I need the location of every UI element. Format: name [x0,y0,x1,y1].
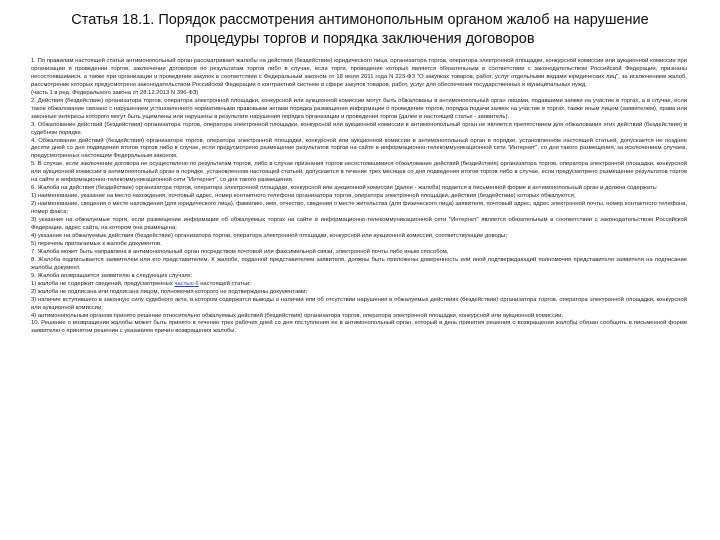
paragraph-edition-note: (часть 1 в ред. Федерального закона от 28.12.2013 N 396-ФЗ) [31,89,199,96]
paragraph-6-item-4: 4) указание на обжалуемые действия (бездействие) организатора торгов, оператора электронной площадки, конкурсной или аукционной комиссии, соответствующие доводы; [31,232,507,239]
paragraph-5: 5. В случае, если заключение договора не осуществлено по результатам торгов, либо в случае признания торгов несостоявшимися обжалование действий (бездействия) организатора торгов, оператора электронной площадки, конкурсной или аукционной комиссии в антимонопольный орган в порядке, установленном настоящей статьей, допускается в течение трех месяцев со дня подведения итогов торгов либо в случае, если предусмотрено размещение результатов торгов на сайте в информационно-телекоммуникационной сети "Интернет", со дня такого размещения. [31,161,687,184]
paragraph-7: 7. Жалоба может быть направлена в антимонопольный орган посредством почтовой или факсимильной связи, электронной почты либо иным способом. [31,248,449,255]
item-9-1-before: 1) жалоба не содержит сведений, предусмотренных [31,280,175,287]
part-6-link[interactable]: частью 6 [174,280,199,287]
paragraph-1: 1. По правилам настоящей статьи антимонопольный орган рассматривает жалобы на действия (бездействие) юридического лица, организатора торгов, оператора электронной площадки, конкурсной комиссии или аукционной комиссии при организации и проведении торгов, заключении договоров по результатам торгов либо в случае, если торги, проведение которых является обязательным в соответствии с законодательством Российской Федерации, признаны несостоявшимися, а также при организации и проведении закупок в соответствии с Федеральным законом от 18 июля 2011 года N 223-ФЗ "О закупках товаров, работ, услуг отдельными видами юридических лиц", за исключением жалоб, рассмотрение которых предусмотрено законодательством Российской Федерации о контрактной системе в сфере закупок товаров, работ, услуг для обеспечения государственных и муниципальных нужд. [31,58,687,88]
paragraph-9-item-4: 4) антимонопольным органом принято решение относительно обжалуемых действий (бездействия) организатора торгов, оператора электронной площадки, конкурсной или аукционной комиссии. [31,312,564,319]
paragraph-4: 4. Обжалование действий (бездействия) организатора торгов, оператора электронной площадки, конкурсной или аукционной комиссии в антимонопольный орган в порядке, установленном настоящей статьей, допускается не позднее десяти дней со дня подведения итогов торгов либо в случае, если предусмотрено размещение результатов торгов на сайте в информационно-телекоммуникационной сети "Интернет", со дня такого размещения, за исключением случаев, предусмотренных настоящим Федеральным законом. [31,137,687,160]
paragraph-2: 2. Действия (бездействие) организатора торгов, оператора электронной площадки, конкурсной или аукционной комиссии могут быть обжалованы в антимонопольный орган лицами, подавшими заявки на участие в торгах, а в случае, если такое обжалование связано с нарушением установленного нормативными правовыми актами порядка размещения информации о проведении торгов, порядка подачи заявок на участие в торгах, также иным лицом (заявителем), права или законные интересы которого могут быть ущемлены или нарушены в результате нарушения порядка организации и проведения торгов (далее в настоящей статье - заявитель). [31,97,687,120]
page-title: Статья 18.1. Порядок рассмотрения антимонопольным органом жалоб на нарушение процедуры торгов и порядка заключения договоров [71,12,649,47]
paragraph-10: 10. Решение о возвращении жалобы может быть принято в течение трех рабочих дней со дня поступления ее в антимонопольный орган, который в день принятия решения о возвращении жалобы обязан сообщить в письменной форме заявителю о принятом решении с указанием причин возвращения жалобы. [31,320,687,335]
paragraph-8: 8. Жалоба подписывается заявителем или его представителем. К жалобе, поданной представителем заявителя, должны быть приложены доверенность или иной подтверждающий полномочия представителя заявителя на подписание жалобы документ. [31,256,687,271]
paragraph-6-item-5: 5) перечень прилагаемых к жалобе документов. [31,240,162,247]
paragraph-6: 6. Жалоба на действия (бездействие) организатора торгов, оператора электронной площадки, конкурсной или аукционной комиссии (далее - жалоба) подается в письменной форме в антимонопольный орган и должна содержать: [31,185,658,192]
paragraph-6-item-2: 2) наименование, сведения о месте нахождения (для юридического лица), фамилию, имя, отчество, сведения о месте жительства (для физического лица) заявителя, почтовый адрес, адрес электронной почты, номер контактного телефона, номер факса; [31,201,687,216]
article-body [31,58,687,336]
paragraph-9: 9. Жалоба возвращается заявителю в следующих случаях: [31,272,193,279]
paragraph-6-item-3: 3) указание на обжалуемые торги, если размещение информации об обжалуемых торгах на сайте в информационно-телекоммуникационной сети "Интернет" является обязательным в соответствии с законодательством Российской Федерации, адрес сайта, на котором она размещена; [31,217,687,232]
paragraph-9-item-3: 3) наличие вступившего в законную силу судебного акта, в котором содержатся выводы о наличии или об отсутствии нарушения в обжалуемых действиях (бездействии) организатора торгов, оператора электронной площадки, конкурсной или аукционной комиссии; [31,296,687,311]
paragraph-9-item-1 [31,281,687,289]
item-9-1-after: настоящей статьи; [198,280,251,287]
paragraph-9-item-2: 2) жалоба не подписана или подписана лицом, полномочия которого не подтверждены документами; [31,288,308,295]
paragraph-6-item-1: 1) наименование, указание на место нахождения, почтовый адрес, номер контактного телефона организатора торгов, оператора электронной площадки, действия (бездействие) которых обжалуются; [31,193,576,200]
paragraph-3: 3. Обжалование действий (бездействия) организатора торгов, оператора электронной площадки, конкурсной или аукционной комиссии в антимонопольный орган не является препятствием для обжалования этих действий (бездействия) в судебном порядке. [31,121,687,136]
